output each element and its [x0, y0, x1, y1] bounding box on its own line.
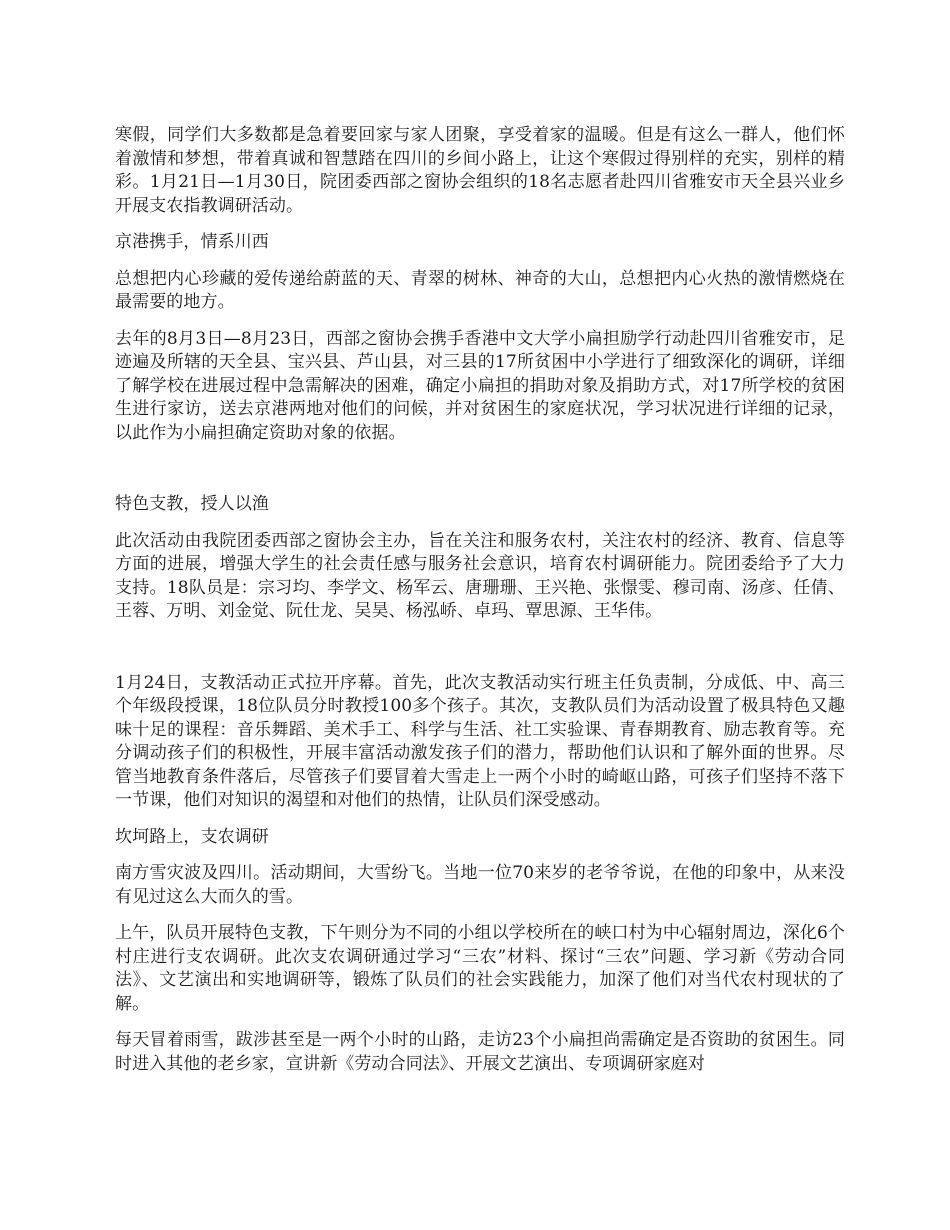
paragraph-2: 总想把内心珍藏的爱传递给蔚蓝的天、青翠的树林、神奇的大山，总想把内心火热的激情燃烧在最需要的地方。: [115, 268, 845, 312]
document-body: [115, 124, 845, 1089]
paragraph-6: 南方雪灾波及四川。活动期间，大雪纷飞。当地一位70来岁的老爷爷说，在他的印象中，从来没有见过这么大而久的雪。: [115, 863, 845, 907]
paragraph-5: 1月24日，支教活动正式拉开序幕。首先，此次支教活动实行班主任负责制，分成低、中、高三个年级段授课，18位队员分时教授100多个孩子。其次，支教队员们为活动设置了极具特色又趣味十足的课程：音乐舞蹈、美术手工、科学与生活、社工实验课、青春期教育、励志教育等。充分调动孩子们的积极性，开展丰富活动激发孩子们的潜力，帮助他们认识和了解外面的世界。尽管当地教育条件落后，尽管孩子们要冒着大雪走上一两个小时的崎岖山路，可孩子们坚持不落下一节课，他们对知识的渴望和对他们的热情，让队员们深受感动。: [115, 672, 845, 810]
paragraph-8: 每天冒着雨雪，跋涉甚至是一两个小时的山路，走访23个小扁担尚需确定是否资助的贫困生。同时进入其他的老乡家，宣讲新《劳动合同法》、开展文艺演出、专项调研家庭对: [115, 1030, 845, 1074]
section-heading-2: 特色支教，授人以渔: [115, 494, 269, 514]
paragraph-4: 此次活动由我院团委西部之窗协会主办，旨在关注和服务农村，关注农村的经济、教育、信息等方面的进展，增强大学生的社会责任感与服务社会意识，培育农村调研能力。院团委给予了大力支持。18队员是：宗习均、李学文、杨军云、唐珊珊、王兴艳、张憬雯、穆司南、汤彦、任倩、王蓉、万明、刘金觉、阮仕龙、吴昊、杨泓峤、卓玛、覃思源、王华伟。: [115, 530, 845, 621]
paragraph-7: 上午，队员开展特色支教，下午则分为不同的小组以学校所在的峡口村为中心辐射周边，深化6个村庄进行支农调研。此次支农调研通过学习“三农”材料、探讨“三农”问题、学习新《劳动合同法》、文艺演出和实地调研等，锻炼了队员们的社会实践能力，加深了他们对当代农村现状的了解。: [115, 923, 845, 1014]
section-heading-3: 坎坷路上，支农调研: [115, 826, 269, 847]
section-heading-1: 京港携手，情系川西: [115, 232, 269, 252]
paragraph-3: 去年的8月3日—8月23日，西部之窗协会携手香港中文大学小扁担励学行动赴四川省雅安市，足迹遍及所辖的天全县、宝兴县、芦山县，对三县的17所贫困中小学进行了细致深化的调研，详细了解学校在进展过程中急需解决的困难，确定小扁担的捐助对象及捐助方式，对17所学校的贫困生进行家访，送去京港两地对他们的问候，并对贫困生的家庭状况，学习状况进行详细的记录，以此作为小扁担确定资助对象的依据。: [115, 328, 845, 443]
paragraph-intro: 寒假，同学们大多数都是急着要回家与家人团聚，享受着家的温暖。但是有这么一群人，他们怀着激情和梦想，带着真诚和智慧踏在四川的乡间小路上，让这个寒假过得别样的充实，别样的精彩。1月21日—1月30日，院团委西部之窗协会组织的18名志愿者赴四川省雅安市天全县兴业乡开展支农指教调研活动。: [115, 125, 845, 216]
